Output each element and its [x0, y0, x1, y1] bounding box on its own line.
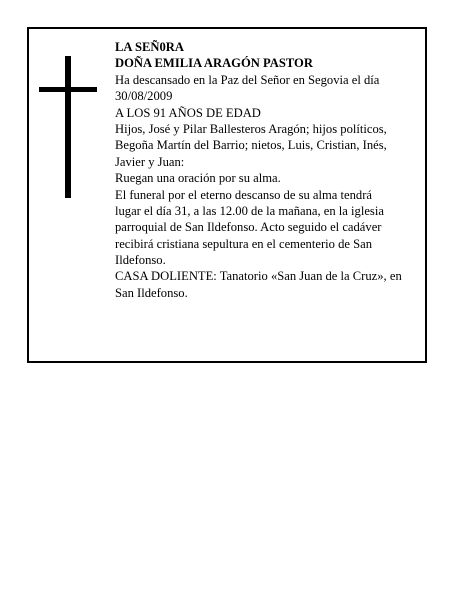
cross-icon — [39, 56, 99, 198]
mourning-house-line: San Ildefonso. — [115, 285, 188, 300]
funeral-details-line: parroquial de San Ildefonso. Acto seguido el cadáver — [115, 220, 382, 235]
funeral-details-line: recibirá cristiana sepultura en el cementerio de San — [115, 236, 373, 251]
funeral-details-line: lugar el día 31, a las 12.00 de la mañana, en la iglesia — [115, 203, 384, 218]
mourning-house-line: CASA DOLIENTE: Tanatorio «San Juan de la Cruz», en — [115, 269, 402, 284]
obituary-notice-frame — [27, 27, 427, 363]
death-date: 30/08/2009 — [115, 89, 173, 104]
family-line: Hijos, José y Pilar Ballesteros Aragón; hijos políticos, — [115, 121, 387, 136]
cross-horizontal-bar — [39, 87, 97, 92]
obituary-text — [115, 39, 433, 301]
deceased-name: DOÑA EMILIA ARAGÓN PASTOR — [115, 56, 313, 71]
notice-title: LA SEÑ0RA — [115, 40, 184, 54]
prayer-request: Ruegan una oración por su alma. — [115, 171, 281, 186]
funeral-details-line: El funeral por el eterno descanso de su alma tendrá — [115, 187, 373, 202]
funeral-details-line: Ildefonso. — [115, 253, 166, 268]
family-line: Javier y Juan: — [115, 154, 185, 169]
family-line: Begoña Martín del Barrio; nietos, Luis, Cristian, Inés, — [115, 138, 387, 153]
age-line: A LOS 91 AÑOS DE EDAD — [115, 105, 261, 120]
cross-vertical-bar — [65, 56, 71, 198]
death-statement-line: Ha descansado en la Paz del Señor en Segovia el día — [115, 72, 380, 87]
